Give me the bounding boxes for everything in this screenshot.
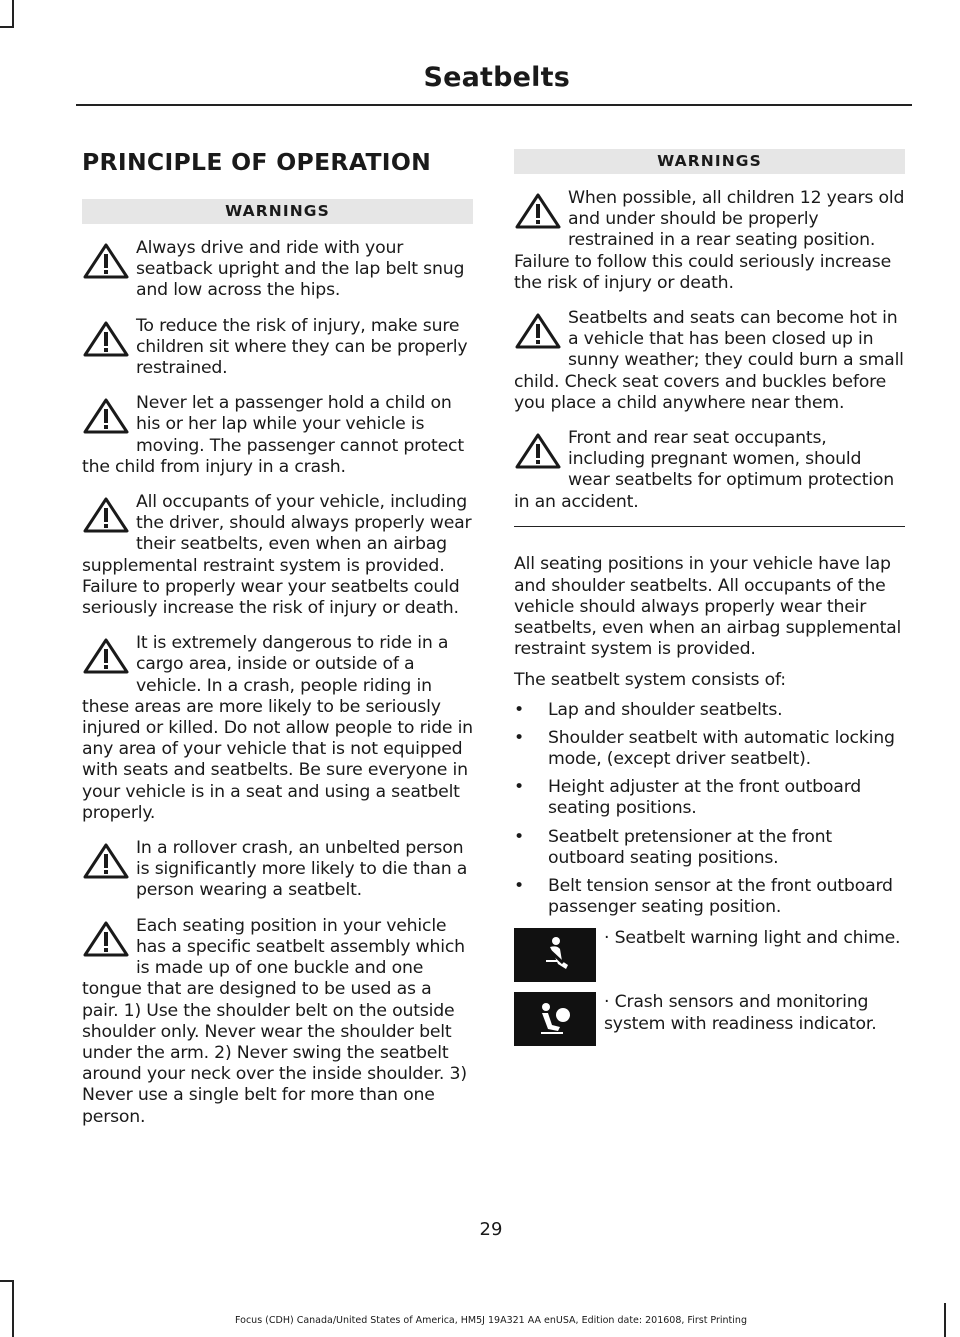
warning-text: To reduce the risk of injury, make sure children sit where they can be properly restrained. bbox=[136, 315, 468, 379]
warnings-end-rule bbox=[514, 526, 905, 528]
warning-item bbox=[82, 316, 473, 380]
crop-mark bbox=[12, 0, 14, 28]
warning-triangle-icon bbox=[82, 637, 130, 675]
crop-mark bbox=[0, 26, 14, 28]
warning-text: Never let a passenger hold a child on his or her lap while your vehicle is moving. The passenger cannot protect the child from injury in a crash. bbox=[82, 393, 464, 477]
crop-mark bbox=[0, 1280, 14, 1282]
warning-text: Each seating position in your vehicle has a specific seatbelt assembly which is made up of one buckle and one tongue that are designed to be used as a pair. 1) Use the shoulder belt on the outside shoulder only. Never wear the shoulder belt under the arm. 2) Never swing the seatbelt around your neck over the inside shoulder. 3) Never use a single belt for more than one person. bbox=[82, 915, 467, 1127]
warning-text: In a rollover crash, an unbelted person is significantly more likely to die than a person wearing a seatbelt. bbox=[136, 838, 468, 901]
airbag-readiness-icon bbox=[514, 992, 596, 1046]
warning-lamp-row bbox=[514, 928, 905, 982]
list-item: • Height adjuster at the front outboard seating positions. bbox=[514, 777, 905, 819]
intro-paragraph: All seating positions in your vehicle have lap and shoulder seatbelts. All occupants of the vehicle should always properly wear their seatbelts, even when an airbag supplemental restraint system is provided. bbox=[514, 554, 902, 660]
list-item: • Belt tension sensor at the front outboard passenger seating position. bbox=[514, 876, 905, 918]
page-header-title: Seatbelts bbox=[423, 62, 570, 93]
page-number: 29 bbox=[479, 1219, 503, 1240]
warning-triangle-icon bbox=[514, 432, 562, 470]
list-item: • Lap and shoulder seatbelts. bbox=[514, 700, 905, 721]
crop-mark bbox=[12, 1280, 14, 1337]
page-footer: Focus (CDH) Canada/United States of America, HM5J 19A321 AA enUSA, Edition date: 201608, First Printing bbox=[235, 1315, 747, 1326]
component-list bbox=[514, 700, 905, 919]
lamp-description: · Crash sensors and monitoring system with readiness indicator. bbox=[604, 992, 877, 1034]
warnings-heading: WARNINGS bbox=[82, 199, 473, 224]
list-item: • Shoulder seatbelt with automatic locking mode, (except driver seatbelt). bbox=[514, 728, 905, 770]
left-column bbox=[82, 199, 473, 1128]
warning-item bbox=[82, 838, 473, 902]
warning-item bbox=[82, 492, 473, 619]
warning-text: Always drive and ride with your seatback upright and the lap belt snug and low across the hips. bbox=[136, 238, 465, 301]
warning-triangle-icon bbox=[82, 842, 130, 880]
warning-item bbox=[514, 428, 905, 513]
warning-triangle-icon bbox=[514, 192, 562, 230]
warning-text: Front and rear seat occupants, including pregnant women, should wear seatbelts for optimum protection in an accident. bbox=[514, 428, 894, 512]
right-column bbox=[514, 149, 905, 1046]
warning-triangle-icon bbox=[514, 312, 562, 350]
seatbelt-warning-icon bbox=[514, 928, 596, 982]
warning-item bbox=[82, 238, 473, 302]
warning-triangle-icon bbox=[82, 496, 130, 534]
warning-item bbox=[82, 633, 473, 824]
lamp-description: · Seatbelt warning light and chime. bbox=[604, 928, 901, 949]
warning-item bbox=[82, 393, 473, 478]
warning-item bbox=[82, 916, 473, 1128]
warning-item bbox=[514, 188, 905, 294]
warning-triangle-icon bbox=[82, 320, 130, 358]
system-consists-text: The seatbelt system consists of: bbox=[514, 670, 786, 691]
warning-triangle-icon bbox=[82, 242, 130, 280]
header-rule bbox=[76, 104, 912, 106]
warning-text: When possible, all children 12 years old and under should be properly restrained in a rear seating position. Failure to follow this could seriously increase the risk of injury or death. bbox=[514, 188, 905, 293]
warning-triangle-icon bbox=[82, 397, 130, 435]
warning-lamp-row bbox=[514, 992, 905, 1046]
warnings-heading: WARNINGS bbox=[514, 149, 905, 174]
warning-triangle-icon bbox=[82, 920, 130, 958]
warning-text: Seatbelts and seats can become hot in a vehicle that has been closed up in sunny weather; they could burn a small child. Check seat covers and buckles before you place a child anywhere near them. bbox=[514, 308, 904, 413]
warning-text: All occupants of your vehicle, including the driver, should always properly wear their seatbelts, even when an airbag supplemental restraint system is provided. Failure to properly wear your seatbelts could seriously increase the risk of injury or death. bbox=[82, 492, 472, 619]
warning-text: It is extremely dangerous to ride in a cargo area, inside or outside of a vehicle. In a crash, people riding in these areas are more likely to be seriously injured or killed. Do not allow people to ride in any area of your vehicle that is not equipped with seats and seatbelts. Be sure everyone in your vehicle is in a seat and using a seatbelt properly. bbox=[82, 633, 473, 823]
list-item: • Seatbelt pretensioner at the front outboard seating positions. bbox=[514, 827, 905, 869]
section-title: PRINCIPLE OF OPERATION bbox=[82, 148, 432, 176]
warning-item bbox=[514, 308, 905, 414]
